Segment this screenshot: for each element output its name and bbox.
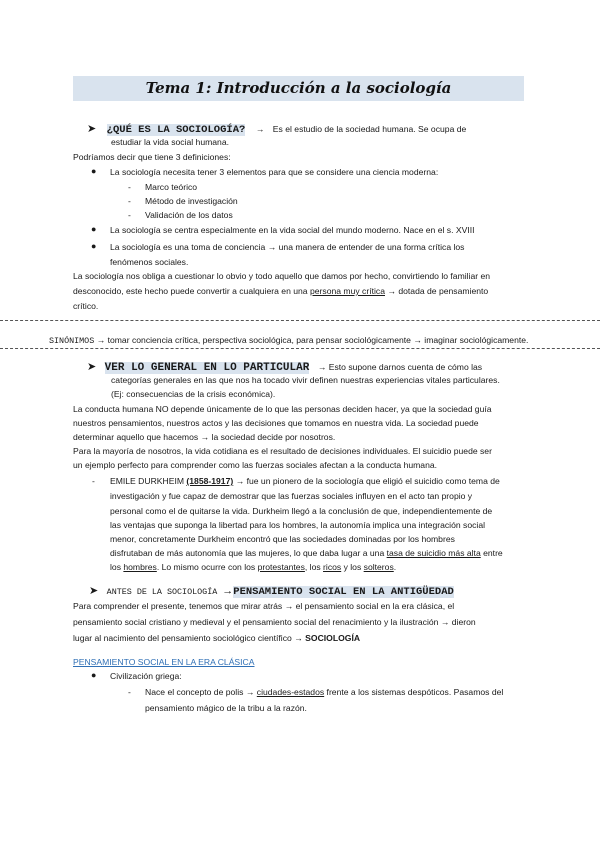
paragraph: un ejemplo perfecto para comprender como las fuerzas sociales afectan a la conducta humana. [73,460,438,470]
durkheim-line: las ventajas que suponga la libertad para los hombres, la autonomía implica una integración social [110,520,486,530]
heading-text: VER LO GENERAL EN LO PARTICULAR [104,362,310,374]
durkheim-line: personal como el de quitarse la vida. Durkheim llegó a la conclusión de que, independientemente de [110,506,493,516]
section-heading-ver-lo-general: ➤ VER LO GENERAL EN LO PARTICULAR → Esto supone darnos cuenta de cómo las [87,361,483,374]
durkheim-line: EMILE DURKHEIM (1858-1917) → fue un pionero de la sociología que eligió el suicidio como tema de [110,476,500,486]
list-item: fenómenos sociales. [110,257,189,267]
list-item: La sociología necesita tener 3 elementos para que se considere una ciencia moderna: [110,167,439,177]
page-title: Tema 1: Introducción a la sociología [145,79,452,97]
sub-list-item: Marco teórico [145,182,198,192]
definition-line: estudiar la vida social humana. [111,137,229,147]
paragraph: La conducta humana NO depende únicamente de lo que las personas deciden hacer, ya que la sociedad guía [73,404,492,414]
paragraph: Podríamos decir que tiene 3 definiciones: [73,152,231,162]
sub-dash: - [128,210,131,220]
paragraph: categorías generales en las que nos ha tocado vivir definen nuestras experiencias vitales particulares. [111,375,500,385]
durkheim-line: investigación y fue capaz de demostrar que las fuerzas sociales influyen en el acto tan propio y [110,491,473,501]
sub-dash: - [128,687,131,697]
list-item: La sociología es una toma de conciencia → una manera de entender de una forma crítica los [110,242,465,252]
sub-dash: - [92,476,95,486]
divider [0,348,600,349]
synonyms-line: SINÓNIMOS → tomar conciencia crítica, perspectiva sociológica, para pensar sociológicamente → imaginar sociológicamente. [49,335,529,346]
paragraph: desconocido, este hecho puede convertir a cualquiera en una persona muy crítica → dotada de pensamiento [73,286,489,296]
sub-list-item: Nace el concepto de polis → ciudades-estados frente a los sistemas despóticos. Pasamos del [145,687,504,697]
section-link-era-clasica[interactable]: PENSAMIENTO SOCIAL EN LA ERA CLÁSICA [73,657,255,667]
sub-list-item: pensamiento mágico de la tribu a la razón. [145,703,307,713]
paragraph: La sociología nos obliga a cuestionar lo obvio y todo aquello que damos por hecho, convirtiendo lo familiar en [73,271,491,281]
paragraph: (Ej: consecuencias de la crisis económica). [111,389,276,399]
sub-list-item: Método de investigación [145,196,238,206]
definition-line: Es el estudio de la sociedad humana. Se ocupa de [272,124,467,134]
arrow-bullet-icon: ➤ [89,585,99,597]
arrow-bullet-icon: ➤ [87,361,97,373]
paragraph: nuestros pensamientos, nuestros actos y las decisiones que tomamos en nuestra vida. La sociedad puede [73,418,479,428]
paragraph: Para comprender el presente, tenemos que mirar atrás → el pensamiento social en la era clásica, el [73,601,455,611]
paragraph: crítico. [73,301,99,311]
synonyms-label: SINÓNIMOS [49,336,95,346]
paragraph: determinar aquello que hacemos → la sociedad decide por nosotros. [73,432,336,442]
underlined-term: persona muy crítica [309,286,385,296]
paragraph: Para la mayoría de nosotros, la vida cotidiana es el resultado de decisiones individuales. El suicidio puede ser [73,446,492,456]
bullet-dot-icon: ● [91,166,97,176]
bullet-dot-icon: ● [91,224,97,234]
list-item: La sociología se centra especialmente en la vida social del mundo moderno. Nace en el s. XVIII [110,225,475,235]
list-item: Civilización griega: [110,671,182,681]
underlined-dates: (1858-1917) [186,476,234,486]
heading-text: PENSAMIENTO SOCIAL EN LA ANTIGÜEDAD [233,586,454,598]
arrow-icon: → [255,124,265,134]
sub-dash: - [128,196,131,206]
sub-dash: - [128,182,131,192]
arrow-bullet-icon: ➤ [87,123,97,135]
durkheim-line: disfrutaban de más autonomía que las mujeres, lo que daba lugar a una tasa de suicidio más alta entre [110,548,503,558]
underlined-term: ciudades-estados [256,687,325,697]
bullet-dot-icon: ● [91,241,97,251]
sub-list-item: Validación de los datos [145,210,233,220]
section-heading-que-es [87,119,466,137]
divider [0,320,600,321]
bullet-dot-icon: ● [91,670,97,680]
durkheim-line: los hombres. Lo mismo ocurre con los protestantes, los ricos y los solteros. [110,562,397,572]
paragraph: pensamiento social cristiano y medieval y el pensamiento social del renacimiento y la ilustración → dieron [73,617,476,627]
title-banner [73,76,524,101]
durkheim-line: menor, concretamente Durkheim encontró que las sociedades dominadas por los hombres [110,534,455,544]
underlined-term: tasa de suicidio más alta [386,548,481,558]
section-heading-antes: ➤ ANTES DE LA SOCIOLOGÍA →PENSAMIENTO SOCIAL EN LA ANTIGÜEDAD [89,585,454,598]
heading-text: ¿QUÉ ES LA SOCIOLOGÍA? [106,124,246,136]
paragraph: lugar al nacimiento del pensamiento sociológico científico → SOCIOLOGÍA [73,633,361,643]
